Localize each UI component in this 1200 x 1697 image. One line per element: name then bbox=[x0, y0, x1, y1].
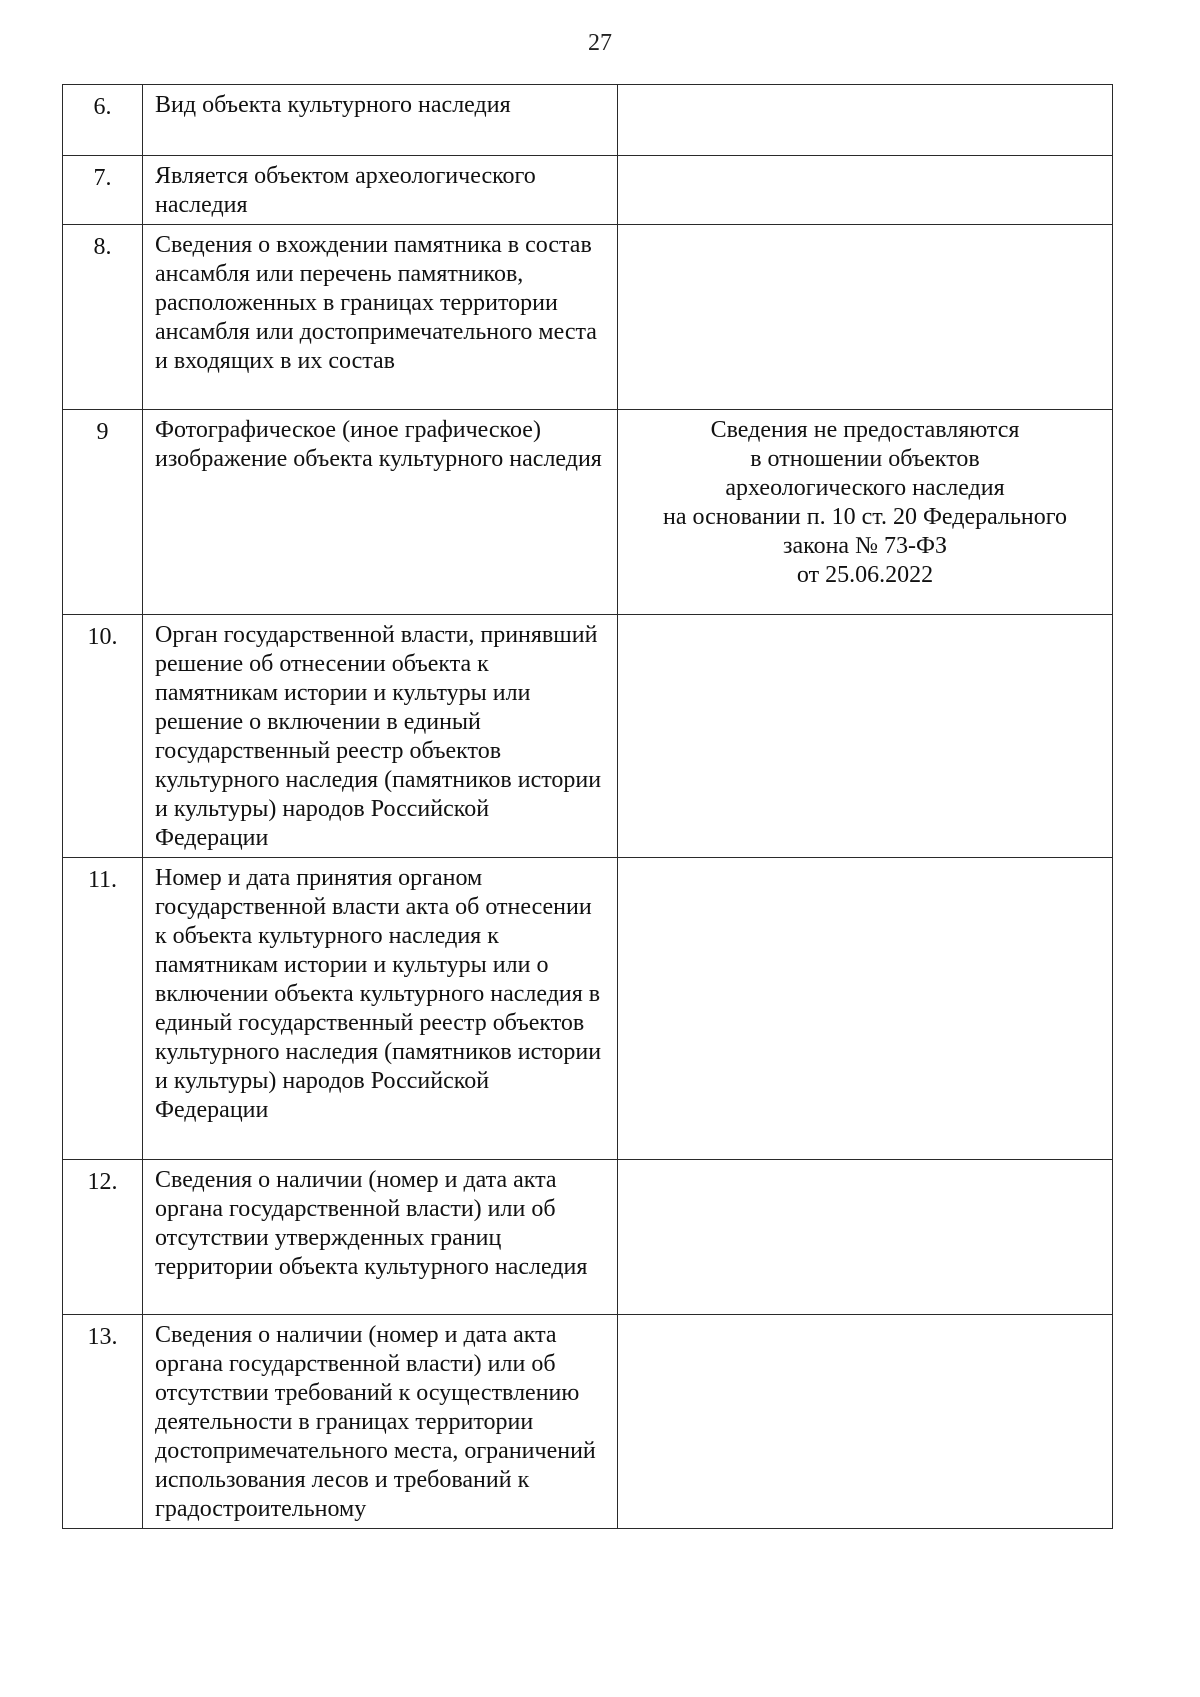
row-label: Является объектом археологического наследия bbox=[143, 156, 618, 225]
row-label: Сведения о вхождении памятника в состав ансамбля или перечень памятников, расположенных в границах территории ансамбля или достопримечательного места и входящих в их состав bbox=[143, 225, 618, 410]
row-value bbox=[618, 85, 1113, 156]
table-row bbox=[63, 225, 1113, 410]
value-line: закона № 73-ФЗ bbox=[783, 533, 947, 559]
row-label: Сведения о наличии (номер и дата акта органа государственной власти) или об отсутствии утвержденных границ территории объекта культурного наследия bbox=[143, 1160, 618, 1315]
row-number: 7. bbox=[63, 156, 143, 225]
row-label: Сведения о наличии (номер и дата акта органа государственной власти) или об отсутствии требований к осуществлению деятельности в границах территории достопримечательного места, ограничений использования лесов и требований к градостроительному bbox=[143, 1315, 618, 1529]
row-value bbox=[618, 156, 1113, 225]
row-number: 11. bbox=[63, 858, 143, 1160]
row-value bbox=[618, 615, 1113, 858]
row-number: 10. bbox=[63, 615, 143, 858]
value-line: в отношении объектов bbox=[750, 446, 980, 472]
row-value bbox=[618, 225, 1113, 410]
row-number: 6. bbox=[63, 85, 143, 156]
table-row bbox=[63, 615, 1113, 858]
row-number: 8. bbox=[63, 225, 143, 410]
heritage-info-table bbox=[62, 84, 1113, 1529]
value-line: Сведения не предоставляются bbox=[710, 417, 1020, 443]
value-line: на основании п. 10 ст. 20 Федерального bbox=[662, 504, 1067, 530]
table-row bbox=[63, 858, 1113, 1160]
row-number: 12. bbox=[63, 1160, 143, 1315]
row-label: Номер и дата принятия органом государственной власти акта об отнесении к объекта культурного наследия к памятникам истории и культуры или о включении объекта культурного наследия в единый государственный реестр объектов культурного наследия (памятников истории и культуры) народов Российской Федерации bbox=[143, 858, 618, 1160]
page-number: 27 bbox=[588, 30, 612, 56]
row-value bbox=[618, 1160, 1113, 1315]
table-row bbox=[63, 1160, 1113, 1315]
row-number: 13. bbox=[63, 1315, 143, 1529]
table-row bbox=[63, 1315, 1113, 1529]
row-value bbox=[618, 1315, 1113, 1529]
row-value bbox=[618, 858, 1113, 1160]
row-value bbox=[618, 410, 1113, 615]
row-label: Фотографическое (иное графическое) изображение объекта культурного наследия bbox=[143, 410, 618, 615]
table-row bbox=[63, 156, 1113, 225]
row-number: 9 bbox=[63, 410, 143, 615]
row-label: Вид объекта культурного наследия bbox=[143, 85, 618, 156]
value-line: археологического наследия bbox=[725, 475, 1005, 501]
table-row bbox=[63, 85, 1113, 156]
value-line: от 25.06.2022 bbox=[796, 562, 934, 588]
table-row bbox=[63, 410, 1113, 615]
row-label: Орган государственной власти, принявший решение об отнесении объекта к памятникам истории и культуры или решение о включении в единый государственный реестр объектов культурного наследия (памятников истории и культуры) народов Российской Федерации bbox=[143, 615, 618, 858]
